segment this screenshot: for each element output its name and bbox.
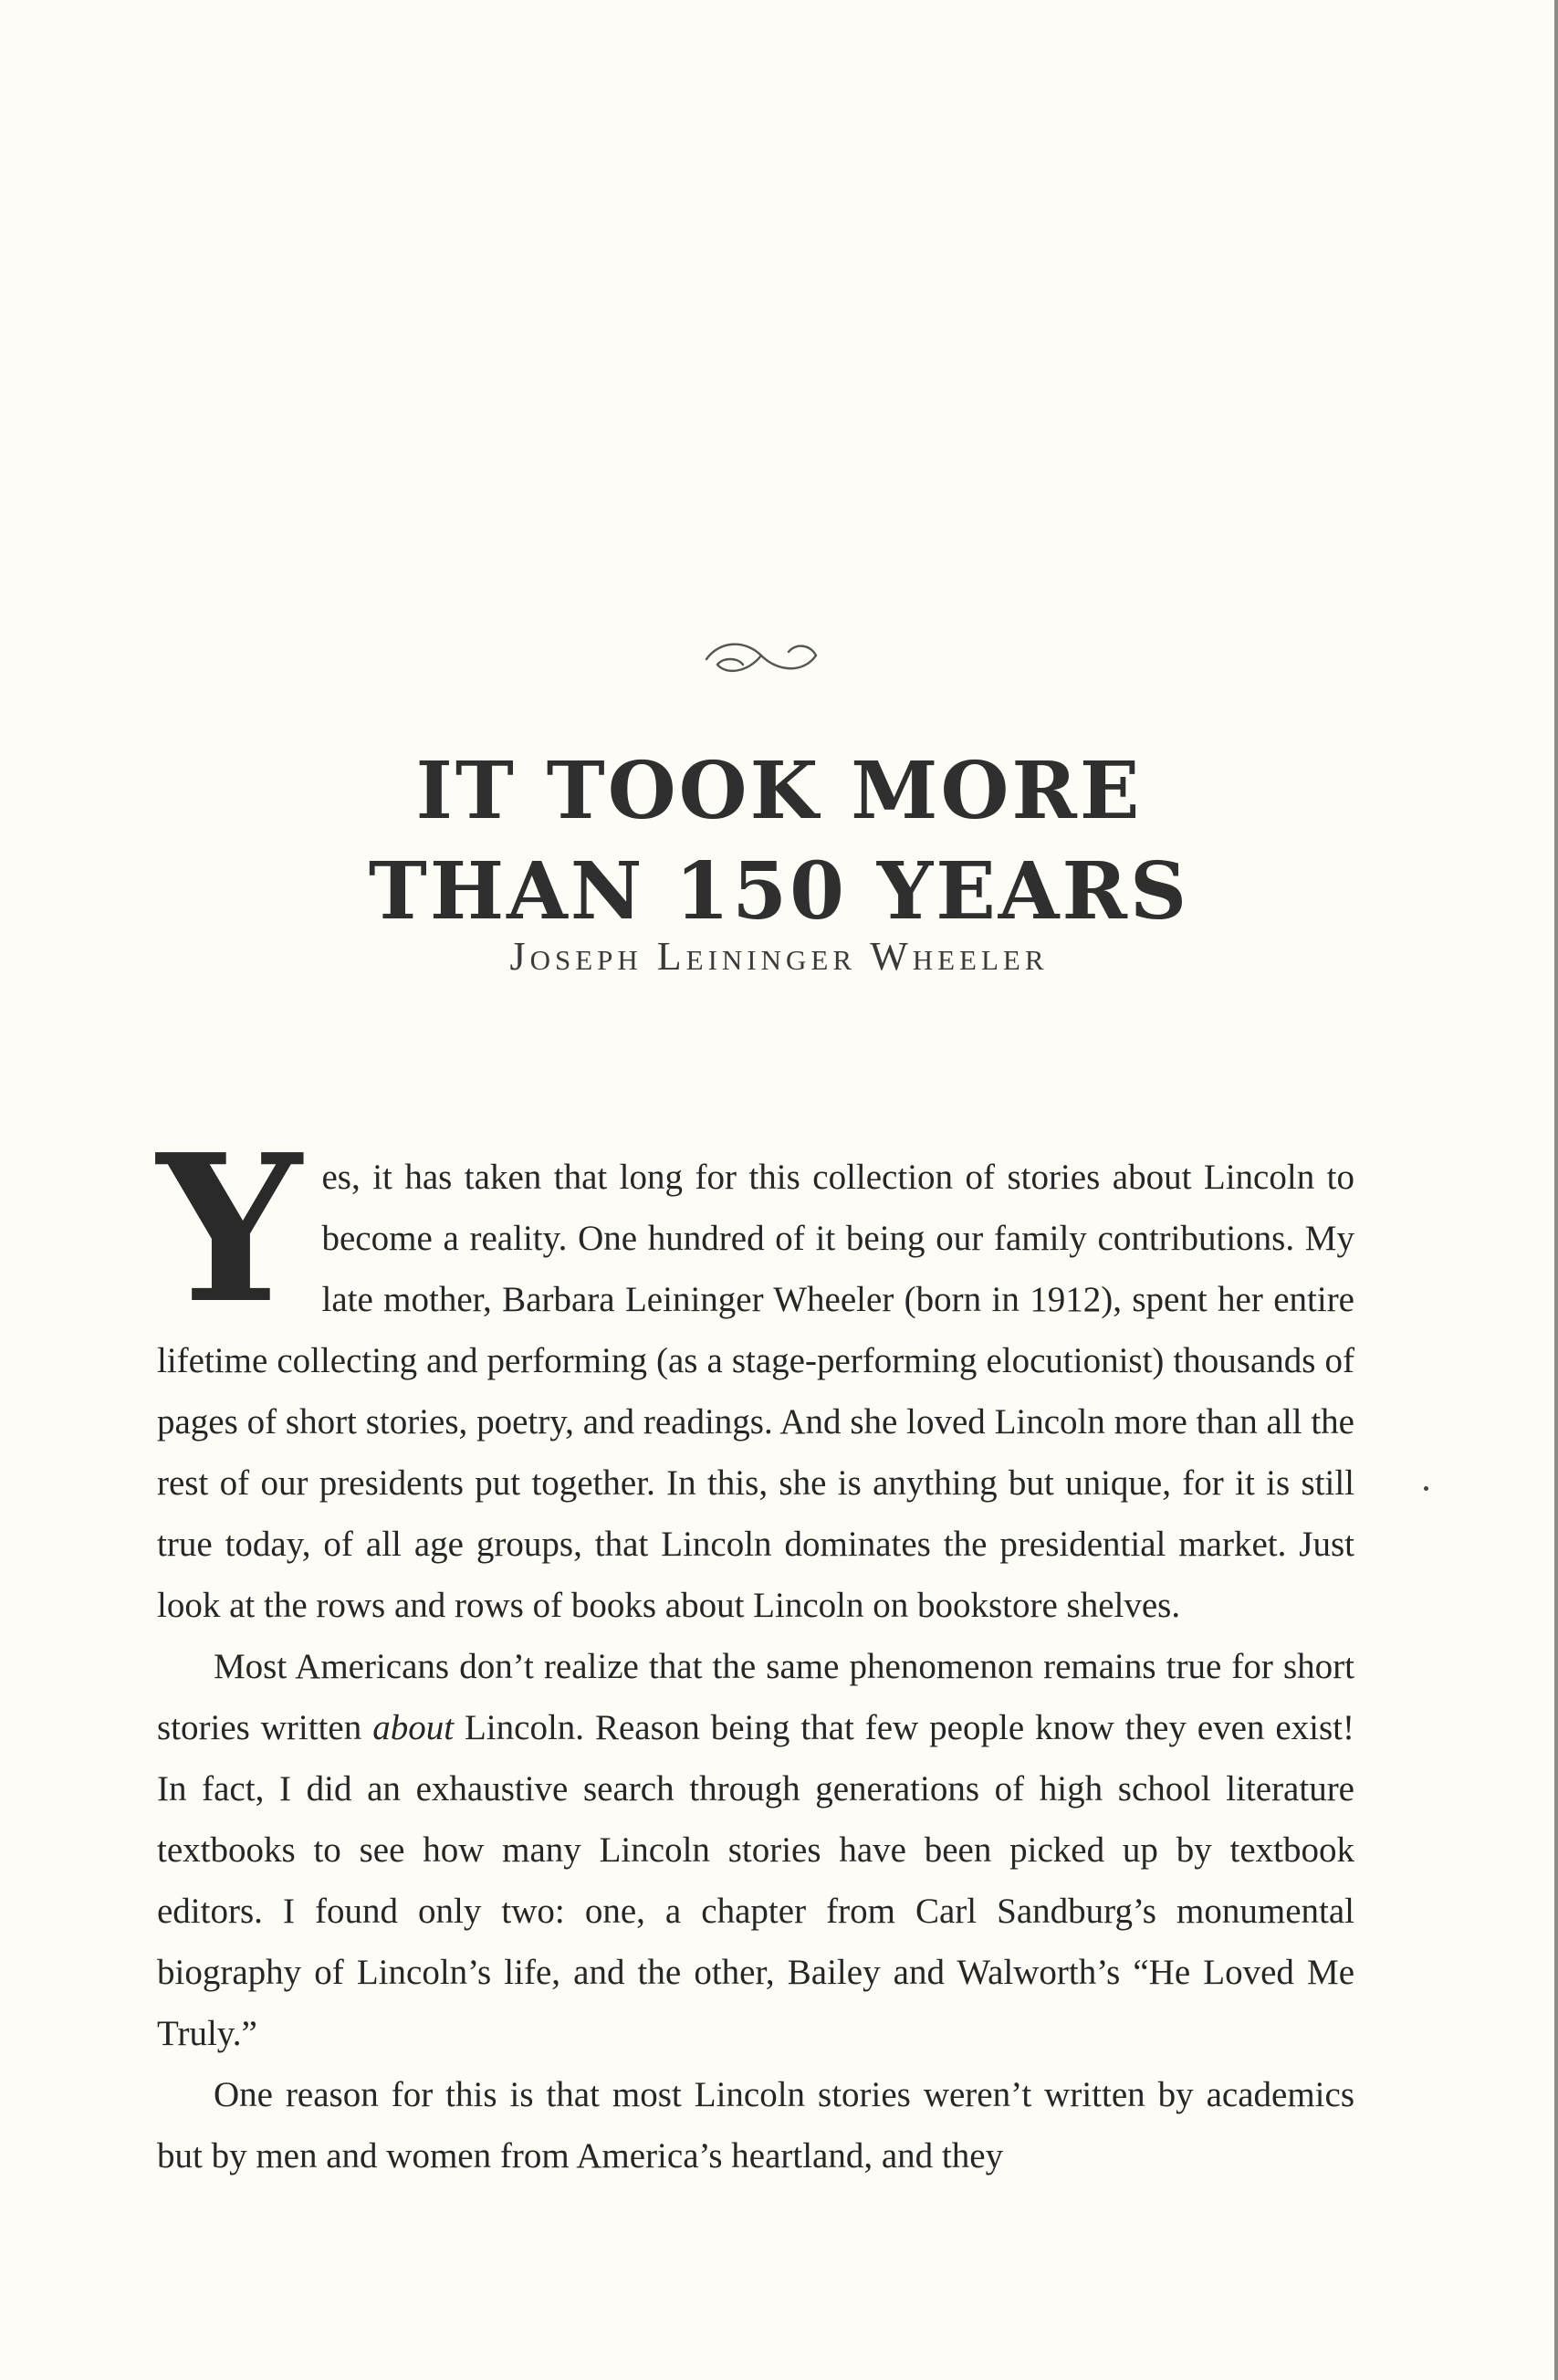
chapter-author: Joseph Leininger Wheeler [509,934,1049,979]
paragraph-3: One reason for this is that most Lincoln stories weren’t written by academics but by men and women from America’s heartland, and they [157,2075,1354,2176]
chapter-title [0,741,1558,942]
drop-cap: Y [157,1111,302,1348]
paragraph-1 [157,1111,1354,1636]
title-line-1: IT TOOK MORE [415,745,1143,837]
paragraph-1-text: es, it has taken that long for this collection of stories about Lincoln to become a reality. One hundred of it being our family contributions. My late mother, Barbara Leininger Wheeler (born in 1912), spent her entire lifetime collecting and performing (as a stage-performing elocutionist) thousands of pages of short stories, poetry, and readings. And she loved Lincoln more than all the rest of our presidents put together. In this, she is anything but unique, for it is still true today, of all age groups, that Lincoln dominates the presidential market. Just look at the rows and rows of books about Lincoln on bookstore shelves. [157,1158,1354,1625]
paragraph-2-text-a: Most Americans don’t realize that the same phenomenon remains true for short stories written [157,1647,1354,1747]
page-edge [1554,0,1558,2380]
flourish-icon [701,632,823,685]
paragraph-2-text-b: Lincoln. Reason being that few people know they even exist! In fact, I did an exhaustive search through generations of high school literature textbooks to see how many Lincoln stories have been picked up by textbook editors. I found only two: one, a chapter from Carl Sandburg’s monumental biography of Lincoln’s life, and the other, Bailey and Walworth’s “He Loved Me Truly.” [157,1708,1354,2053]
body-text [157,1111,1354,2186]
print-speck [1424,1486,1428,1491]
title-line-2: THAN 150 YEARS [368,845,1190,938]
paragraph-2 [157,1636,1354,2064]
paragraph-2-emphasis: about [372,1708,455,1747]
